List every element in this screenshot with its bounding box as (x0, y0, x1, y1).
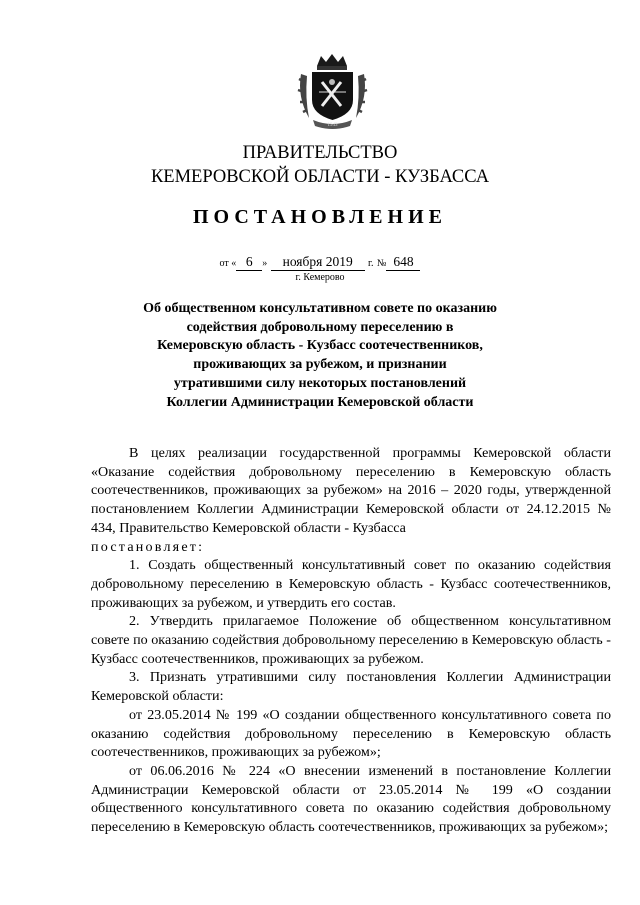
region-heading: КЕМЕРОВСКОЙ ОБЛАСТИ - КУЗБАССА (150, 167, 490, 187)
item-3: 3. Признать утратившими силу постановления Коллегии Администрации Кемеровской области: (91, 669, 611, 705)
decree-word-paragraph (91, 538, 611, 557)
date-month-year: ноября 2019 (271, 254, 365, 271)
document-dateline (0, 254, 640, 271)
coat-of-arms-icon (295, 52, 370, 130)
subject-line: содействия добровольному переселению в (186, 319, 454, 335)
decree-word: постановляет: (91, 538, 205, 555)
number-sign: № (376, 258, 387, 269)
date-prefix: от « (219, 258, 237, 269)
item-2: 2. Утвердить прилагаемое Положение об общественном консультативном совете по оказанию содействия добровольному переселению в Кемеровскую область - Кузбасс соотечественников, проживающих за рубежом. (91, 613, 611, 667)
government-heading: ПРАВИТЕЛЬСТВО (242, 143, 398, 163)
document-number: 648 (386, 254, 420, 271)
document-type-title: ПОСТАНОВЛЕНИЕ (193, 206, 447, 228)
intro-text: В целях реализации государственной программы Кемеровской области «Оказание содействия добровольному переселению в Кемеровскую область соотечественников, проживающих за рубежом» на 2016 – 2020 годы, утвержденной постановлением Коллегии Администрации Кемеровской области от 24.12.2015 № 434, Правительство Кемеровской области - Кузбасса (91, 445, 611, 536)
subject-line: Коллегии Администрации Кемеровской области (166, 394, 474, 410)
date-quote-close: » (262, 258, 268, 269)
item-1: 1. Создать общественный консультативный совет по оказанию содействия добровольному переселению в Кемеровскую область - Кузбасс соотечественников, проживающих за рубежом, и утвердить его состав. (91, 557, 611, 611)
date-day: 6 (236, 254, 262, 271)
subject-line: утратившими силу некоторых постановлений (173, 375, 467, 391)
document-body (91, 444, 611, 837)
date-year-suffix: г. (368, 258, 374, 269)
svg-text:1943: 1943 (327, 123, 338, 128)
document-city: г. Кемерово (295, 272, 345, 283)
subject-line: проживающих за рубежом, и признании (193, 357, 447, 373)
item-3a: от 23.05.2014 № 199 «О создании общественного консультативного совета по оказанию содействия добровольному переселению в Кемеровскую область соотечественников, проживающих за рубежом»; (91, 706, 611, 761)
subject-line: Кемеровскую область - Кузбасс соотечественников, (157, 338, 483, 354)
document-subject (0, 300, 640, 412)
item-3b: от 06.06.2016 № 224 «О внесении изменений в постановление Коллегии Администрации Кемеровской области от 23.05.2014 № 199 «О создании общественного консультативного совета по оказанию содействия добровольному переселению в Кемеровскую область соотечественников, проживающих за рубежом»; (91, 762, 611, 836)
subject-line: Об общественном консультативном совете по оказанию (143, 301, 497, 316)
intro-paragraph (91, 444, 611, 538)
